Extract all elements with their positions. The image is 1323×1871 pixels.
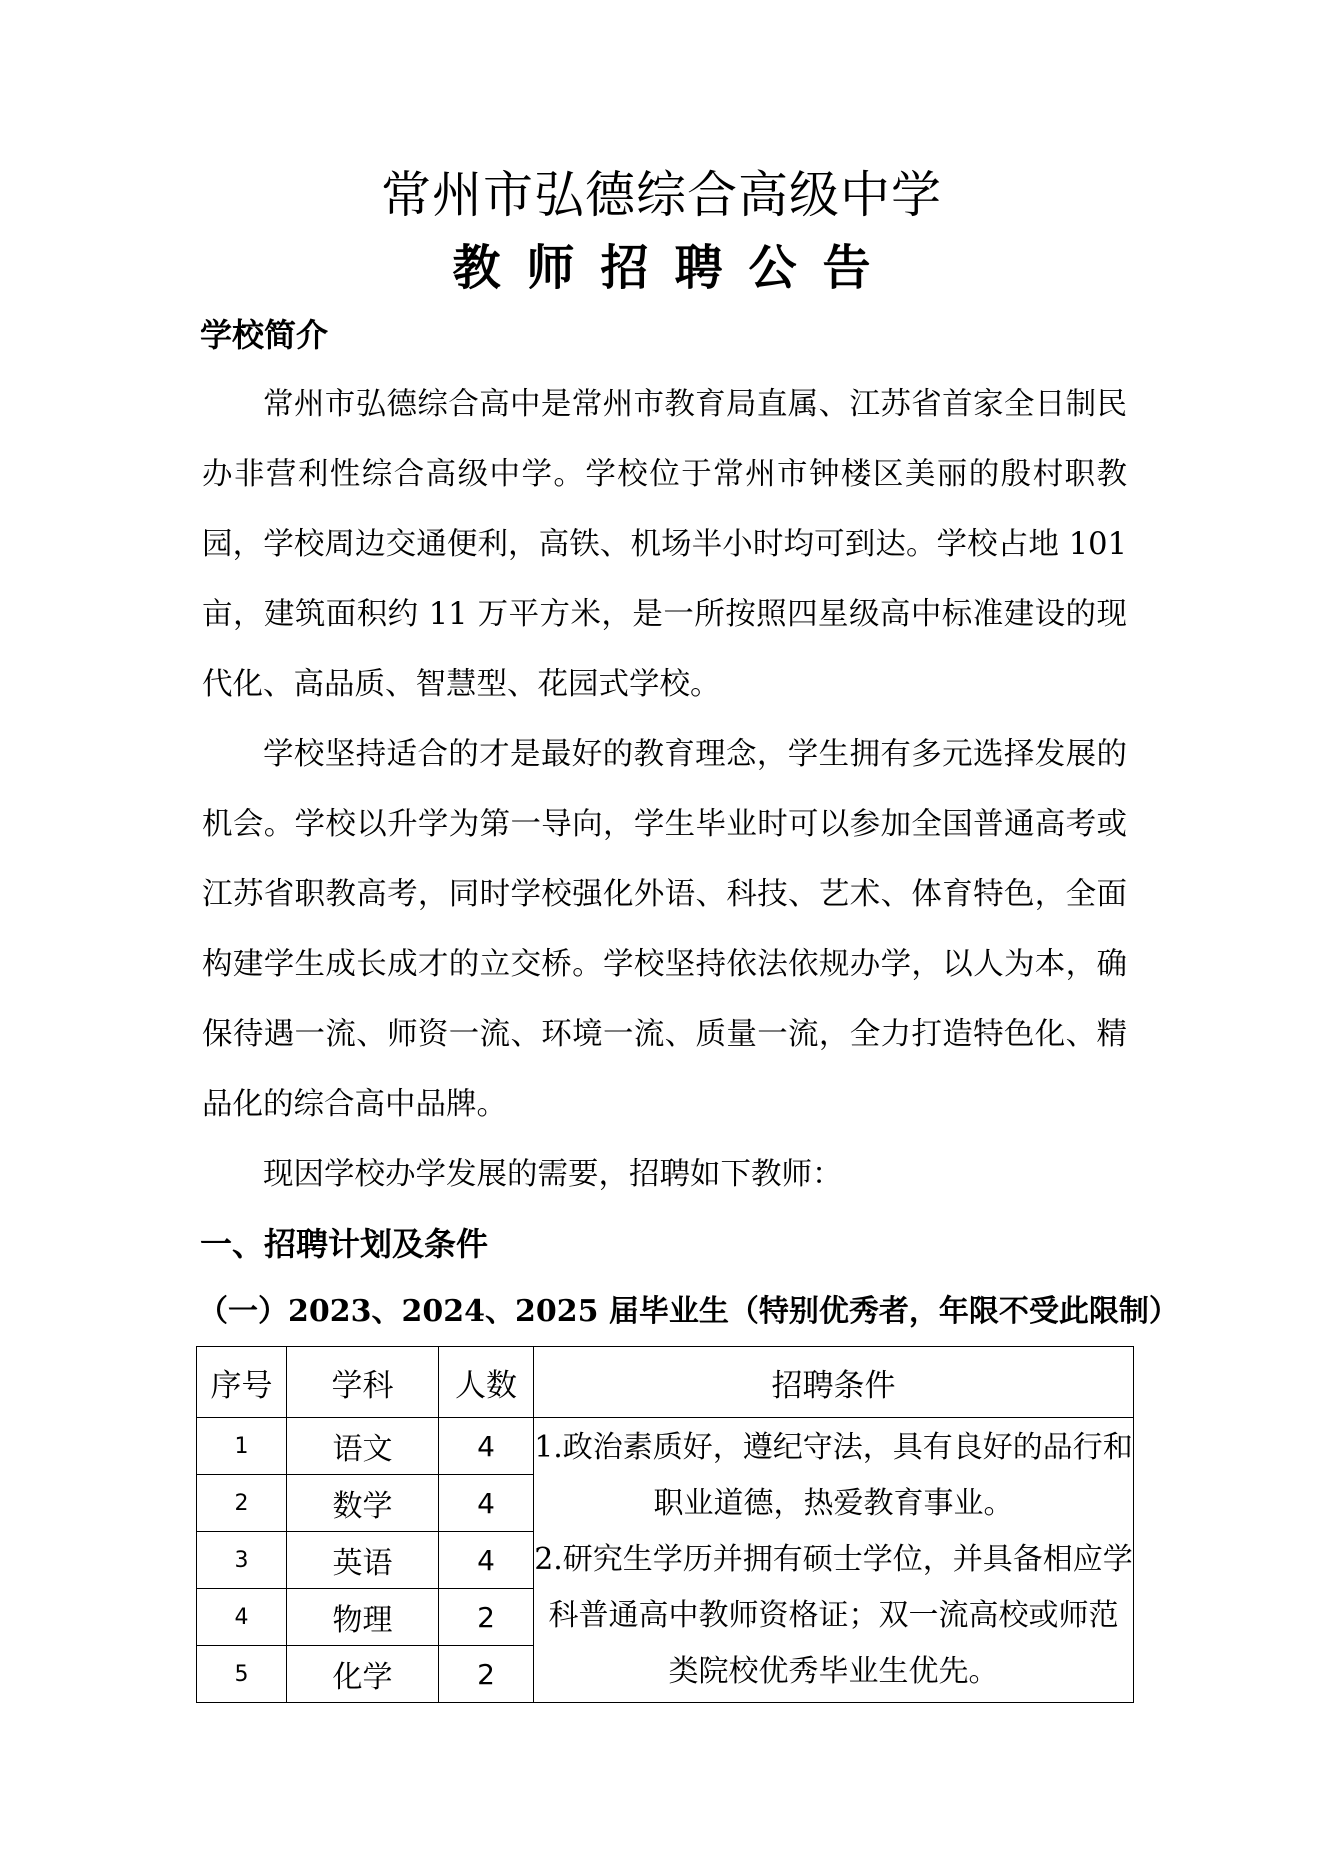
row-subject: 化学 [287,1646,439,1703]
intro-paragraph-2: 学校坚持适合的才是最好的教育理念，学生拥有多元选择发展的机会。学校以升学为第一导向，学生毕业时可以参加全国普通高考或江苏省职教高考，同时学校强化外语、科技、艺术、体育特色，全面构建学生成长成才的立交桥。学校坚持依法依规办学，以人为本，确保待遇一流、师资一流、环境一流、质量一流，全力打造特色化、精品化的综合高中品牌。 [202,737,1127,1122]
intro-heading: 学校简介 [200,316,329,354]
header-no: 序号 [197,1347,287,1418]
row-subject: 语文 [287,1418,439,1475]
row-no: 4 [197,1589,287,1646]
announcement-title: 教师招聘公告 [452,240,897,296]
row-subject: 数学 [287,1475,439,1532]
school-name-title: 常州市弘德综合高级中学 [381,166,942,224]
header-conditions: 招聘条件 [534,1347,1134,1418]
row-subject: 物理 [287,1589,439,1646]
table-row [197,1418,1134,1475]
row-no: 1 [197,1418,287,1475]
row-no: 5 [197,1646,287,1703]
condition-2: 2.研究生学历并拥有硕士学位，并具备相应学科普通高中教师资格证；双一流高校或师范类院校优秀毕业生优先。 [534,1542,1133,1689]
row-count: 4 [439,1475,534,1532]
header-count: 人数 [439,1347,534,1418]
header-subject: 学科 [287,1347,439,1418]
row-no: 3 [197,1532,287,1589]
row-count: 2 [439,1589,534,1646]
row-count: 4 [439,1418,534,1475]
plan-subheading: （一）2023、2024、2025 届毕业生（特别优秀者，年限不受此限制） [198,1294,1179,1329]
row-count: 2 [439,1646,534,1703]
intro-paragraph-3: 现因学校办学发展的需要，招聘如下教师： [263,1157,843,1192]
condition-1: 1.政治素质好，遵纪守法，具有良好的品行和职业道德，热爱教育事业。 [534,1430,1133,1521]
table-header-row [197,1347,1134,1418]
row-subject: 英语 [287,1532,439,1589]
conditions-cell [534,1418,1134,1703]
plan-heading: 一、招聘计划及条件 [200,1225,489,1263]
recruitment-table [196,1346,1134,1703]
row-count: 4 [439,1532,534,1589]
row-no: 2 [197,1475,287,1532]
intro-paragraph-1: 常州市弘德综合高中是常州市教育局直属、江苏省首家全日制民办非营利性综合高级中学。学校位于常州市钟楼区美丽的殷村职教园，学校周边交通便利，高铁、机场半小时均可到达。学校占地 101 亩，建筑面积约 11 万平方米，是一所按照四星级高中标准建设的现代化、高品质、智慧型、花园式学校。 [202,387,1127,702]
